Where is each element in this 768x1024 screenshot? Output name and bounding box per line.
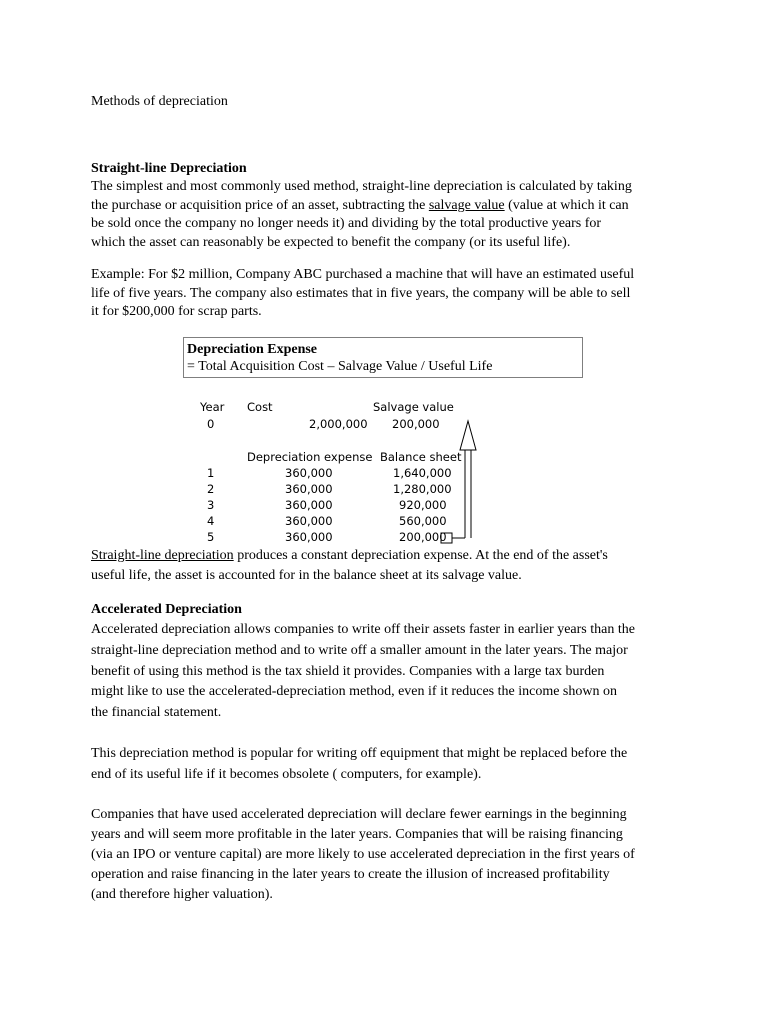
paragraph-line: Accelerated depreciation allows companies to write off their assets faster in earlier years than the [91, 622, 635, 637]
line-text: produces a constant depreciation expense. At the end of the asset's [233, 548, 608, 563]
paragraph-line: life of five years. The company also estimates that in five years, the company will be able to sell [91, 285, 631, 301]
salvage-value-link[interactable]: salvage value [428, 197, 505, 213]
accelerated-paragraph-1 [91, 620, 691, 724]
row0-year: 0 [207, 417, 215, 431]
paragraph-line: it for $200,000 for scrap parts. [91, 304, 262, 319]
line-text: (value at which it can [504, 197, 629, 213]
paragraph-line [91, 197, 691, 216]
straight-line-example [91, 266, 691, 322]
accelerated-paragraph-3 [91, 805, 691, 905]
straight-line-heading: Straight-line Depreciation [91, 161, 247, 176]
line-text: the purchase or acquisition price of an asset, subtracting the [91, 197, 429, 213]
row-balance: 200,000 [399, 530, 447, 544]
row-year: 2 [207, 482, 215, 496]
paragraph-line: might like to use the accelerated-depreciation method, even if it reduces the income shown on [91, 684, 617, 700]
subheader-balance: Balance sheet [380, 450, 462, 464]
row-year: 5 [207, 530, 215, 544]
row0-cost: 2,000,000 [309, 417, 368, 431]
paragraph-line: the financial statement. [91, 705, 222, 721]
row-depreciation: 360,000 [285, 466, 333, 480]
paragraph-line: operation and raise financing in the later years to create the illusion of increased profitability [91, 867, 610, 882]
paragraph-line: This depreciation method is popular for writing off equipment that might be replaced before the [91, 746, 628, 761]
paragraph-line: Companies that have used accelerated depreciation will declare fewer earnings in the beginning [91, 807, 627, 822]
paragraph-line: benefit of using this method is the tax shield it provides. Companies with a large tax burden [91, 663, 605, 679]
header-cost: Cost [247, 400, 273, 414]
row-balance: 1,280,000 [393, 482, 452, 496]
formula-body: = Total Acquisition Cost – Salvage Value / Useful Life [187, 359, 493, 374]
paragraph-line: Example: For $2 million, Company ABC purchased a machine that will have an estimated useful [91, 267, 635, 282]
row-depreciation: 360,000 [285, 530, 333, 544]
paragraph-line: straight-line depreciation method and to write off a smaller amount in the later years. The major [91, 642, 628, 658]
paragraph-line: end of its useful life if it becomes obsolete ( computers, for example). [91, 767, 482, 782]
accelerated-heading: Accelerated Depreciation [91, 602, 242, 617]
row-depreciation: 360,000 [285, 482, 333, 496]
row0-salvage: 200,000 [392, 417, 440, 431]
document-title: Methods of depreciation [91, 94, 228, 109]
row-depreciation: 360,000 [285, 514, 333, 528]
formula-title: Depreciation Expense [187, 342, 318, 357]
straight-line-depreciation-link[interactable]: Straight-line depreciation [91, 548, 234, 563]
paragraph-line: useful life, the asset is accounted for in the balance sheet at its salvage value. [91, 568, 522, 583]
paragraph-line: (via an IPO or venture capital) are more likely to use accelerated depreciation in the first years of [91, 847, 635, 862]
row-depreciation: 360,000 [285, 498, 333, 512]
paragraph-line: (and therefore higher valuation). [91, 887, 273, 902]
row-year: 3 [207, 498, 215, 512]
formula-box [183, 337, 583, 378]
row-balance: 1,640,000 [393, 466, 452, 480]
paragraph-line: years and will seem more profitable in the later years. Companies that will be raising financing [91, 827, 623, 842]
subheader-depreciation: Depreciation expense [247, 450, 373, 464]
header-salvage: Salvage value [373, 400, 454, 414]
paragraph-line [91, 546, 691, 566]
row-year: 1 [207, 466, 215, 480]
accelerated-paragraph-2 [91, 743, 691, 785]
straight-line-paragraph-2 [91, 546, 691, 586]
paragraph-line: The simplest and most commonly used method, straight-line depreciation is calculated by taking [91, 179, 632, 194]
paragraph-line: be sold once the company no longer needs it) and dividing by the total productive years for [91, 216, 602, 231]
row-balance: 920,000 [399, 498, 447, 512]
straight-line-paragraph-1 [91, 178, 691, 252]
header-year: Year [200, 400, 225, 414]
row-balance: 560,000 [399, 514, 447, 528]
row-year: 4 [207, 514, 215, 528]
paragraph-line: which the asset can reasonably be expected to benefit the company (or its useful life). [91, 234, 571, 250]
